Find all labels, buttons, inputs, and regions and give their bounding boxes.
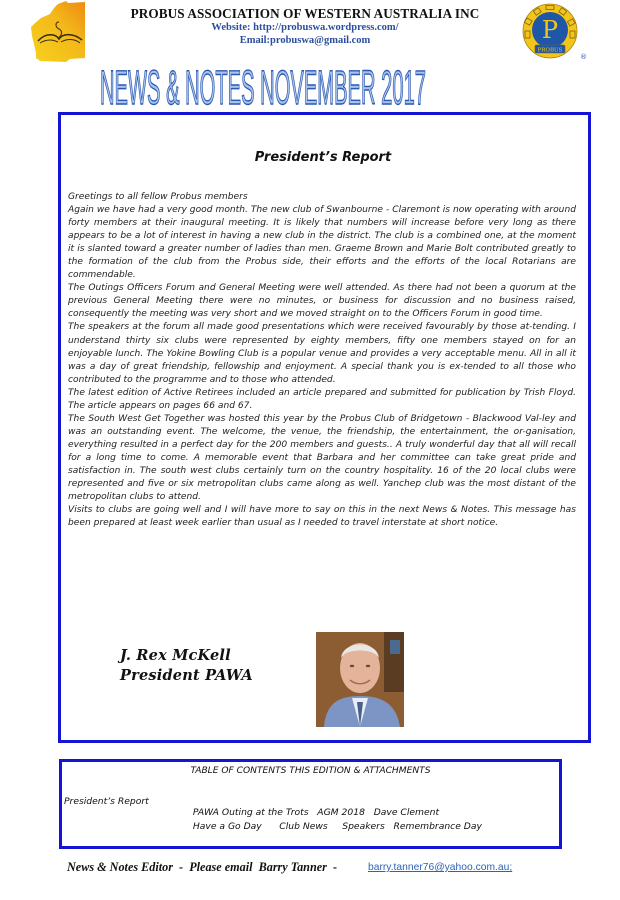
toc-item[interactable]: President’s Report [64,796,149,807]
report-paragraph: The South West Get Together was hosted this year by the Probus Club of Bridgetown - Blackwood Val-ley and was an outstanding event. The welcome, the venue, the friendship, the entertainment, the or-ganisation, everything resulted in a perfect day for the 200 members and guests.. A truly wonderful day that all will recall for a long time to come. A memorable event that Barbara and her committee can take great pride and satisfaction in. The south west clubs certainly turn on the country hospitality. 16 of the 20 local clubs were represented and five or six metropolitan clubs came along as well. Yanchep club was the most distant of the metropolitan clubs to attend. [68,413,576,503]
report-paragraph: The latest edition of Active Retirees included an article prepared and submitted for publication by Trish Floyd. The article appears on pages 66 and 67. [68,387,576,411]
toc-item[interactable]: Have a Go Day [192,821,262,832]
report-title: President’s Report [254,150,392,165]
report-paragraph: Visits to clubs are going well and I will have more to say on this in the next News & Notes. This message has been prepared at least week earlier than usual as I needed to travel interstate at short notice. [68,505,576,529]
toc-item[interactable]: Club News [279,821,328,832]
report-paragraph: Greetings to all fellow Probus members [68,192,248,202]
newsletter-title [100,62,430,108]
toc-title: TABLE OF CONTENTS THIS EDITION & ATTACHMENTS [190,766,431,776]
editor-email-link[interactable]: barry.tanner76@yahoo.com.au; [368,862,513,873]
toc-item[interactable]: AGM 2018 [317,807,365,818]
signature-title: President PAWA [120,667,253,684]
registered-mark: ® [580,53,587,61]
president-photo [316,632,404,727]
report-paragraph: The speakers at the forum all made good presentations which were received favourably by those at-tending. I understand thirty six clubs were represented by eighty members, fifty one members stayed on for an enjoyable lunch. The Yokine Bowling Club is a popular venue and provides a very acceptable menu. All in all it was a day of great friendship, fellowship and enjoyment. A special thank you is ex-tended to all those who contributed to the programme and to those who attended. [68,322,576,385]
report-body [68,191,576,530]
signature-name: J. Rex McKell [120,647,231,664]
report-paragraph: The Outings Officers Forum and General Meeting were well attended. As there had not been a quorum at the previous General Meeting there were no minutes, or business for discussion and no business raised, consequently the meeting was very short and we moved straight on to the Officers Forum in good time. [68,283,576,320]
newsletter-title-text: NEWS & NOTES NOVEMBER 2017 [100,62,426,108]
organization-name: PROBUS ASSOCIATION OF WESTERN AUSTRALIA INC [130,6,480,21]
organization-website[interactable]: Website: http://probuswa.wordpress.com/ [211,22,399,33]
report-paragraph: Again we have had a very good month. The new club of Swanbourne - Claremont is now operating with around forty members at their inaugural meeting. It is likely that numbers will increase before very long as there appears to be a lot of interest in having a new club in the district. The club is a combined one, at the moment it is slanted toward a greater number of ladies than men. Graeme Brown and Marie Bolt contributed greatly to the formation of the club from the Probus side, their efforts and the efforts of the local Rotarians are commendable. [68,205,576,281]
portrait-icon [316,632,404,727]
signature-block [120,646,253,686]
footer-editor-note: News & Notes Editor - Please email Barry Tanner - [67,860,338,874]
toc-item[interactable]: Remembrance Day [393,821,482,832]
toc-item[interactable]: Dave Clement [373,807,440,818]
toc-row [187,810,482,832]
toc-item[interactable]: Speakers [342,821,385,832]
probus-letter: P [541,16,559,44]
organization-email[interactable]: Email:probuswa@gmail.com [239,35,371,46]
probus-logo-text: PROBUS [537,47,563,54]
toc-item[interactable]: PAWA Outing at the Trots [192,807,309,818]
